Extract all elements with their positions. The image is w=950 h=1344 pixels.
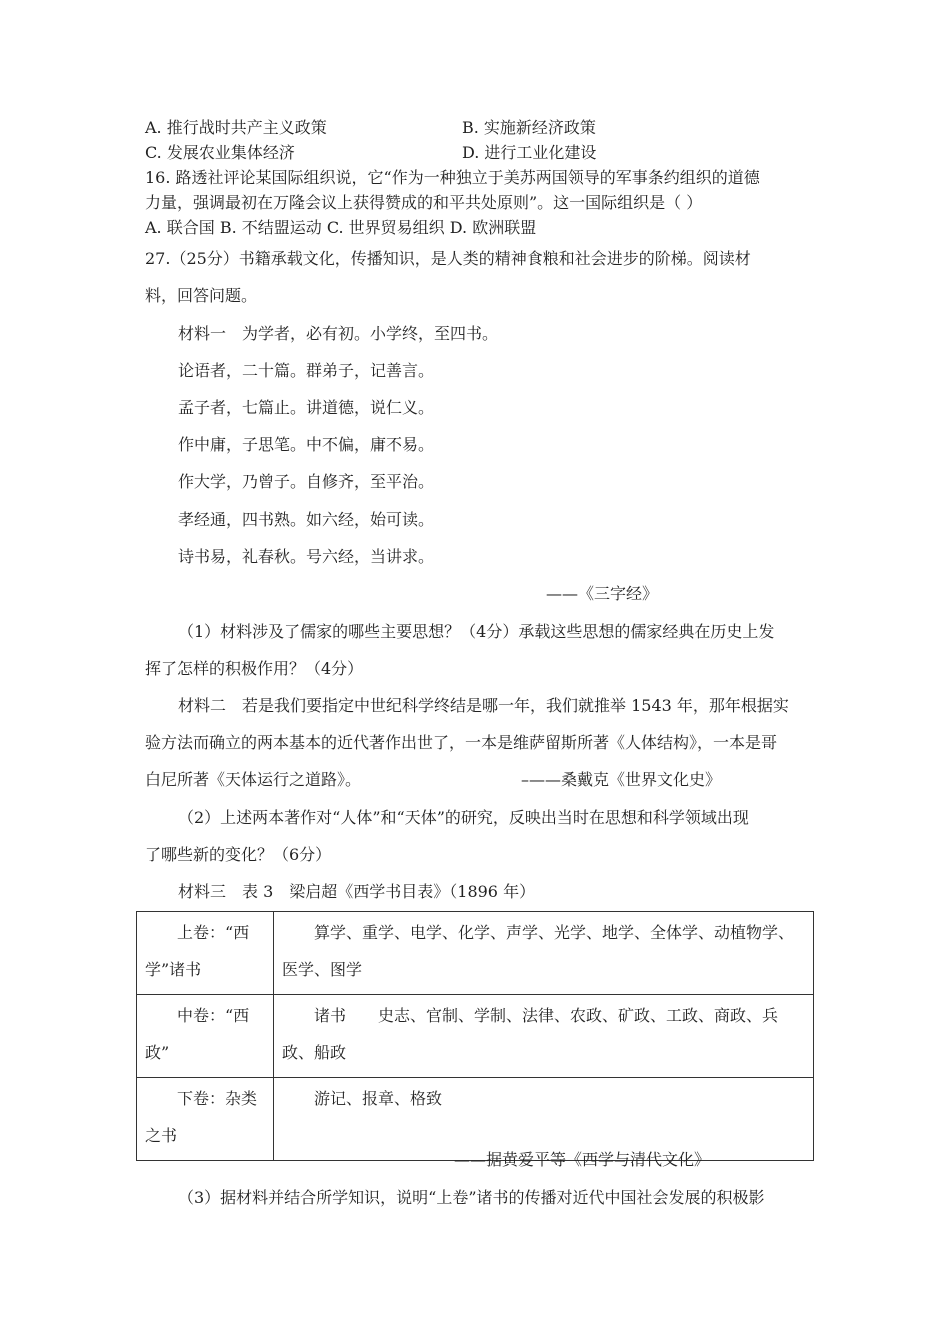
question3-line1: （3）据材料并结合所学知识，说明“上卷”诸书的传播对近代中国社会发展的积极影 <box>178 1188 765 1207</box>
material3-table <box>136 911 814 1161</box>
q15-option-c: C. 发展农业集体经济 <box>145 143 295 162</box>
q16-stem-line1: 16. 路透社评论某国际组织说，它“作为一种独立于美苏两国领导的军事条约组织的道德 <box>145 168 760 187</box>
question1-line2: 挥了怎样的积极作用？（4分） <box>145 659 364 678</box>
material1-line: 论语者，二十篇。群弟子，记善言。 <box>178 361 435 380</box>
material1-line: 孟子者，七篇止。讲道德，说仁义。 <box>178 398 435 417</box>
question1-line1: （1）材料涉及了儒家的哪些主要思想？（4分）承载这些思想的儒家经典在历史上发 <box>178 622 775 641</box>
table-cell-content: 算学、重学、电学、化学、声学、光学、地学、全体学、动植物学、医学、图学 <box>274 912 814 995</box>
material2-source: –——桑戴克《世界文化史》 <box>521 770 722 789</box>
material1-line: 作大学，乃曾子。自修齐，至平治。 <box>178 472 435 491</box>
table-row <box>137 995 814 1078</box>
q27-intro-line1: 27.（25分）书籍承载文化，传播知识，是人类的精神食粮和社会进步的阶梯。阅读材 <box>145 249 751 268</box>
material2-line2: 验方法而确立的两本基本的近代著作出世了，一本是维萨留斯所著《人体结构》，一本是哥 <box>145 733 778 752</box>
material2-line1: 材料二 若是我们要指定中世纪科学终结是哪一年，我们就推举 1543 年，那年根据实 <box>178 696 789 715</box>
table-cell-content: 游记、报章、格致 <box>274 1078 814 1161</box>
q15-option-b: B. 实施新经济政策 <box>462 118 596 137</box>
material2-line3: 白尼所著《天体运行之道路》。 <box>145 770 362 789</box>
table-row <box>137 912 814 995</box>
material3-source: ——据黄爱平等《西学与清代文化》 <box>454 1150 711 1169</box>
q15-option-d: D. 进行工业化建设 <box>462 143 597 162</box>
material1-line: 孝经通，四书熟。如六经，始可读。 <box>178 510 435 529</box>
question2-line1: （2）上述两本著作对“人体”和“天体”的研究，反映出当时在思想和科学领域出现 <box>178 808 749 827</box>
table-cell-label: 上卷：“西学”诸书 <box>137 912 274 995</box>
table-cell-label: 下卷：杂类之书 <box>137 1078 274 1161</box>
q16-options: A. 联合国 B. 不结盟运动 C. 世界贸易组织 D. 欧洲联盟 <box>145 218 537 237</box>
material1-line: 诗书易，礼春秋。号六经，当讲求。 <box>178 547 435 566</box>
material1-line: 材料一 为学者，必有初。小学终，至四书。 <box>178 324 499 343</box>
question2-line2: 了哪些新的变化？（6分） <box>145 845 332 864</box>
q16-stem-line2: 力量，强调最初在万隆会议上获得赞成的和平共处原则”。这一国际组织是（ ） <box>145 193 703 212</box>
q15-option-a: A. 推行战时共产主义政策 <box>145 118 327 137</box>
material3-title: 材料三 表 3 梁启超《西学书目表》（1896 年） <box>178 882 536 901</box>
table-cell-label: 中卷：“西政” <box>137 995 274 1078</box>
q27-intro-line2: 料，回答问题。 <box>145 286 258 305</box>
material1-line: 作中庸，子思笔。中不偏，庸不易。 <box>178 435 435 454</box>
material1-source: ——《三字经》 <box>546 584 659 603</box>
table-cell-content: 诸书 史志、官制、学制、法律、农政、矿政、工政、商政、兵政、船政 <box>274 995 814 1078</box>
